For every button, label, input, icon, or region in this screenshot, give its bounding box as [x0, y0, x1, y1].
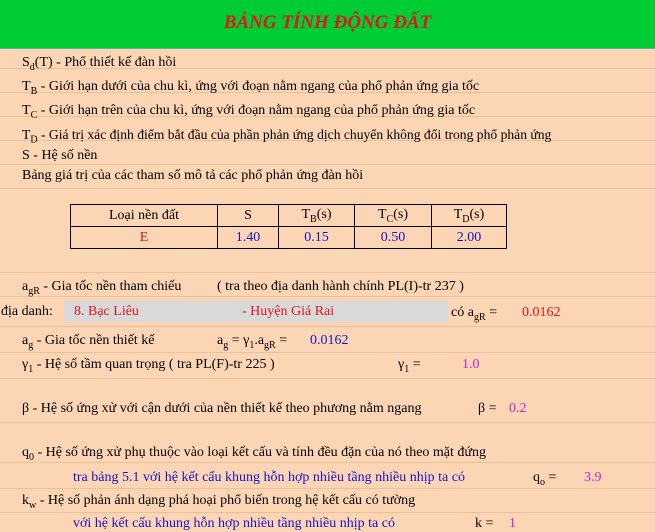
- header-tb-sub: B: [310, 213, 317, 225]
- gamma-symbol: γ: [22, 357, 29, 372]
- agr-symbol: a: [22, 279, 29, 294]
- ag-formula-gamma-sub: 1: [249, 339, 255, 351]
- def-td-symbol: T: [22, 127, 31, 142]
- agr-value[interactable]: 0.0162: [522, 305, 561, 320]
- def-s[interactable]: S - Hệ số nền: [22, 148, 98, 163]
- def-td[interactable]: [22, 127, 551, 146]
- q0-lookup[interactable]: tra bảng 5.1 với hệ kết cấu khung hỗn hợp nhiều tầng nhiều nhịp ta có: [73, 470, 465, 485]
- cell-s[interactable]: 1.40: [218, 227, 279, 249]
- ag-value[interactable]: 0.0162: [310, 333, 349, 348]
- q0-eq-symbol: q: [533, 470, 540, 485]
- agr-result-sub: gR: [473, 311, 486, 323]
- agr-text: - Gia tốc nền tham chiếu: [39, 279, 182, 294]
- header-td-symbol: T: [453, 206, 463, 222]
- ag-formula-sym: a: [217, 333, 224, 348]
- kw-text: - Hệ số phản ánh dạng phá hoại phổ biến trong hệ kết cấu có tường: [36, 493, 416, 508]
- cell-tb[interactable]: 0.15: [279, 227, 355, 249]
- def-td-sub: D: [30, 134, 38, 146]
- def-tb[interactable]: [22, 79, 479, 97]
- cell-tc[interactable]: 0.50: [355, 227, 432, 249]
- kw-value[interactable]: 1: [509, 516, 516, 531]
- ag-definition[interactable]: [22, 333, 155, 351]
- table-header-row: [71, 205, 507, 227]
- gamma-text: - Hệ số tầm quan trọng ( tra PL(F)-tr 225 ): [33, 357, 275, 372]
- q0-symbol: q: [22, 445, 29, 460]
- ag-formula-sub: g: [223, 339, 229, 351]
- gamma-sub: 1: [28, 363, 34, 375]
- def-tc[interactable]: [22, 103, 475, 121]
- q0-text: - Hệ số ứng xử phụ thuộc vào loại kết cấu và tính đều đặn của nó theo mặt đứng: [34, 445, 486, 460]
- q0-definition[interactable]: [22, 445, 486, 463]
- gamma-eq-sub: 1: [404, 363, 410, 375]
- table-caption[interactable]: Bảng giá trị của các tham số mô tả các phổ phản ứng đàn hồi: [22, 168, 364, 183]
- ag-formula-agr: .a: [254, 333, 265, 348]
- q0-equation: [533, 470, 556, 488]
- header-soil-type[interactable]: Loại nền đất: [71, 205, 218, 227]
- def-tb-symbol: T: [22, 79, 31, 94]
- agr-definition[interactable]: [22, 279, 181, 297]
- q0-value[interactable]: 3.9: [584, 470, 602, 485]
- parameter-table: [70, 204, 507, 249]
- gamma-eq-sign: =: [409, 357, 421, 372]
- header-tb[interactable]: [279, 205, 355, 227]
- def-sd-text: (T) - Phổ thiết kế đàn hồi: [34, 55, 177, 70]
- district-select[interactable]: - Huyện Giá Rai: [234, 301, 448, 322]
- def-tc-text: - Giới hạn trên của chu kì, ứng với đoạn nằm ngang của phổ phản ứng gia tốc: [37, 103, 476, 118]
- gamma-value[interactable]: 1.0: [462, 357, 480, 372]
- def-sd-symbol: S: [22, 55, 30, 70]
- q0-eq-sub: o: [540, 476, 545, 488]
- q0-sub: 0: [29, 451, 34, 463]
- agr-result-prefix: có a: [451, 305, 474, 320]
- title-banner[interactable]: [0, 0, 655, 49]
- kw-equation: k =: [475, 516, 494, 531]
- header-tb-symbol: T: [301, 206, 311, 222]
- ag-symbol: a: [22, 333, 29, 348]
- gamma-definition[interactable]: [22, 357, 275, 375]
- header-tc-sub: C: [386, 213, 394, 225]
- def-tc-symbol: T: [22, 103, 31, 118]
- def-tc-sub: C: [30, 109, 38, 121]
- header-tc[interactable]: [355, 205, 432, 227]
- cell-td[interactable]: 2.00: [432, 227, 507, 249]
- ag-formula-eq: =: [275, 333, 288, 348]
- agr-result-eq: =: [485, 305, 498, 320]
- agr-note[interactable]: ( tra theo địa danh hành chính PL(I)-tr 237 ): [217, 279, 464, 294]
- kw-symbol: k: [22, 493, 29, 508]
- def-sd[interactable]: [22, 55, 176, 73]
- header-td[interactable]: [432, 205, 507, 227]
- header-tb-unit: (s): [316, 206, 332, 222]
- beta-equation: β =: [478, 401, 497, 416]
- q0-eq-sign: =: [545, 470, 557, 485]
- location-label: địa danh:: [1, 304, 53, 319]
- sheet-title: BẢNG TÍNH ĐỘNG ĐẤT: [223, 12, 432, 33]
- header-td-sub: D: [462, 213, 470, 225]
- def-tb-text: - Giới hạn dưới của chu kì, ứng với đoạn nằm ngang của phổ phản ứng gia tốc: [37, 79, 480, 94]
- ag-formula-gamma: = γ: [228, 333, 250, 348]
- ag-sub: g: [28, 339, 34, 351]
- kw-lookup[interactable]: với hệ kết cấu khung hỗn hợp nhiều tầng nhiều nhịp ta có: [73, 516, 395, 531]
- header-tc-symbol: T: [377, 206, 387, 222]
- ag-formula: [217, 333, 287, 351]
- def-sd-sub: d: [29, 61, 35, 73]
- def-tb-sub: B: [30, 85, 38, 97]
- agr-sub: gR: [28, 285, 40, 297]
- header-s[interactable]: S: [218, 205, 279, 227]
- cell-soil-type[interactable]: E: [71, 227, 218, 249]
- agr-result-label: [451, 305, 497, 323]
- gamma-equation: [398, 357, 421, 375]
- beta-definition[interactable]: β - Hệ số ứng xử với cận dưới của nền thiết kế theo phương nằm ngang: [22, 401, 422, 416]
- table-row: [71, 227, 507, 249]
- beta-value[interactable]: 0.2: [509, 401, 527, 416]
- header-td-unit: (s): [469, 206, 485, 222]
- ag-formula-agr-sub: gR: [264, 339, 276, 351]
- ag-text: - Gia tốc nền thiết kế: [33, 333, 155, 348]
- def-td-text: - Giá trị xác định điểm bắt đầu của phần phản ứng dịch chuyển không đổi trong phổ phản ứng: [37, 127, 552, 142]
- kw-definition[interactable]: [22, 493, 415, 511]
- gamma-eq-symbol: γ: [398, 357, 405, 372]
- header-tc-unit: (s): [393, 206, 408, 222]
- province-select[interactable]: 8. Bạc Liêu: [64, 301, 234, 322]
- kw-sub: w: [29, 499, 37, 511]
